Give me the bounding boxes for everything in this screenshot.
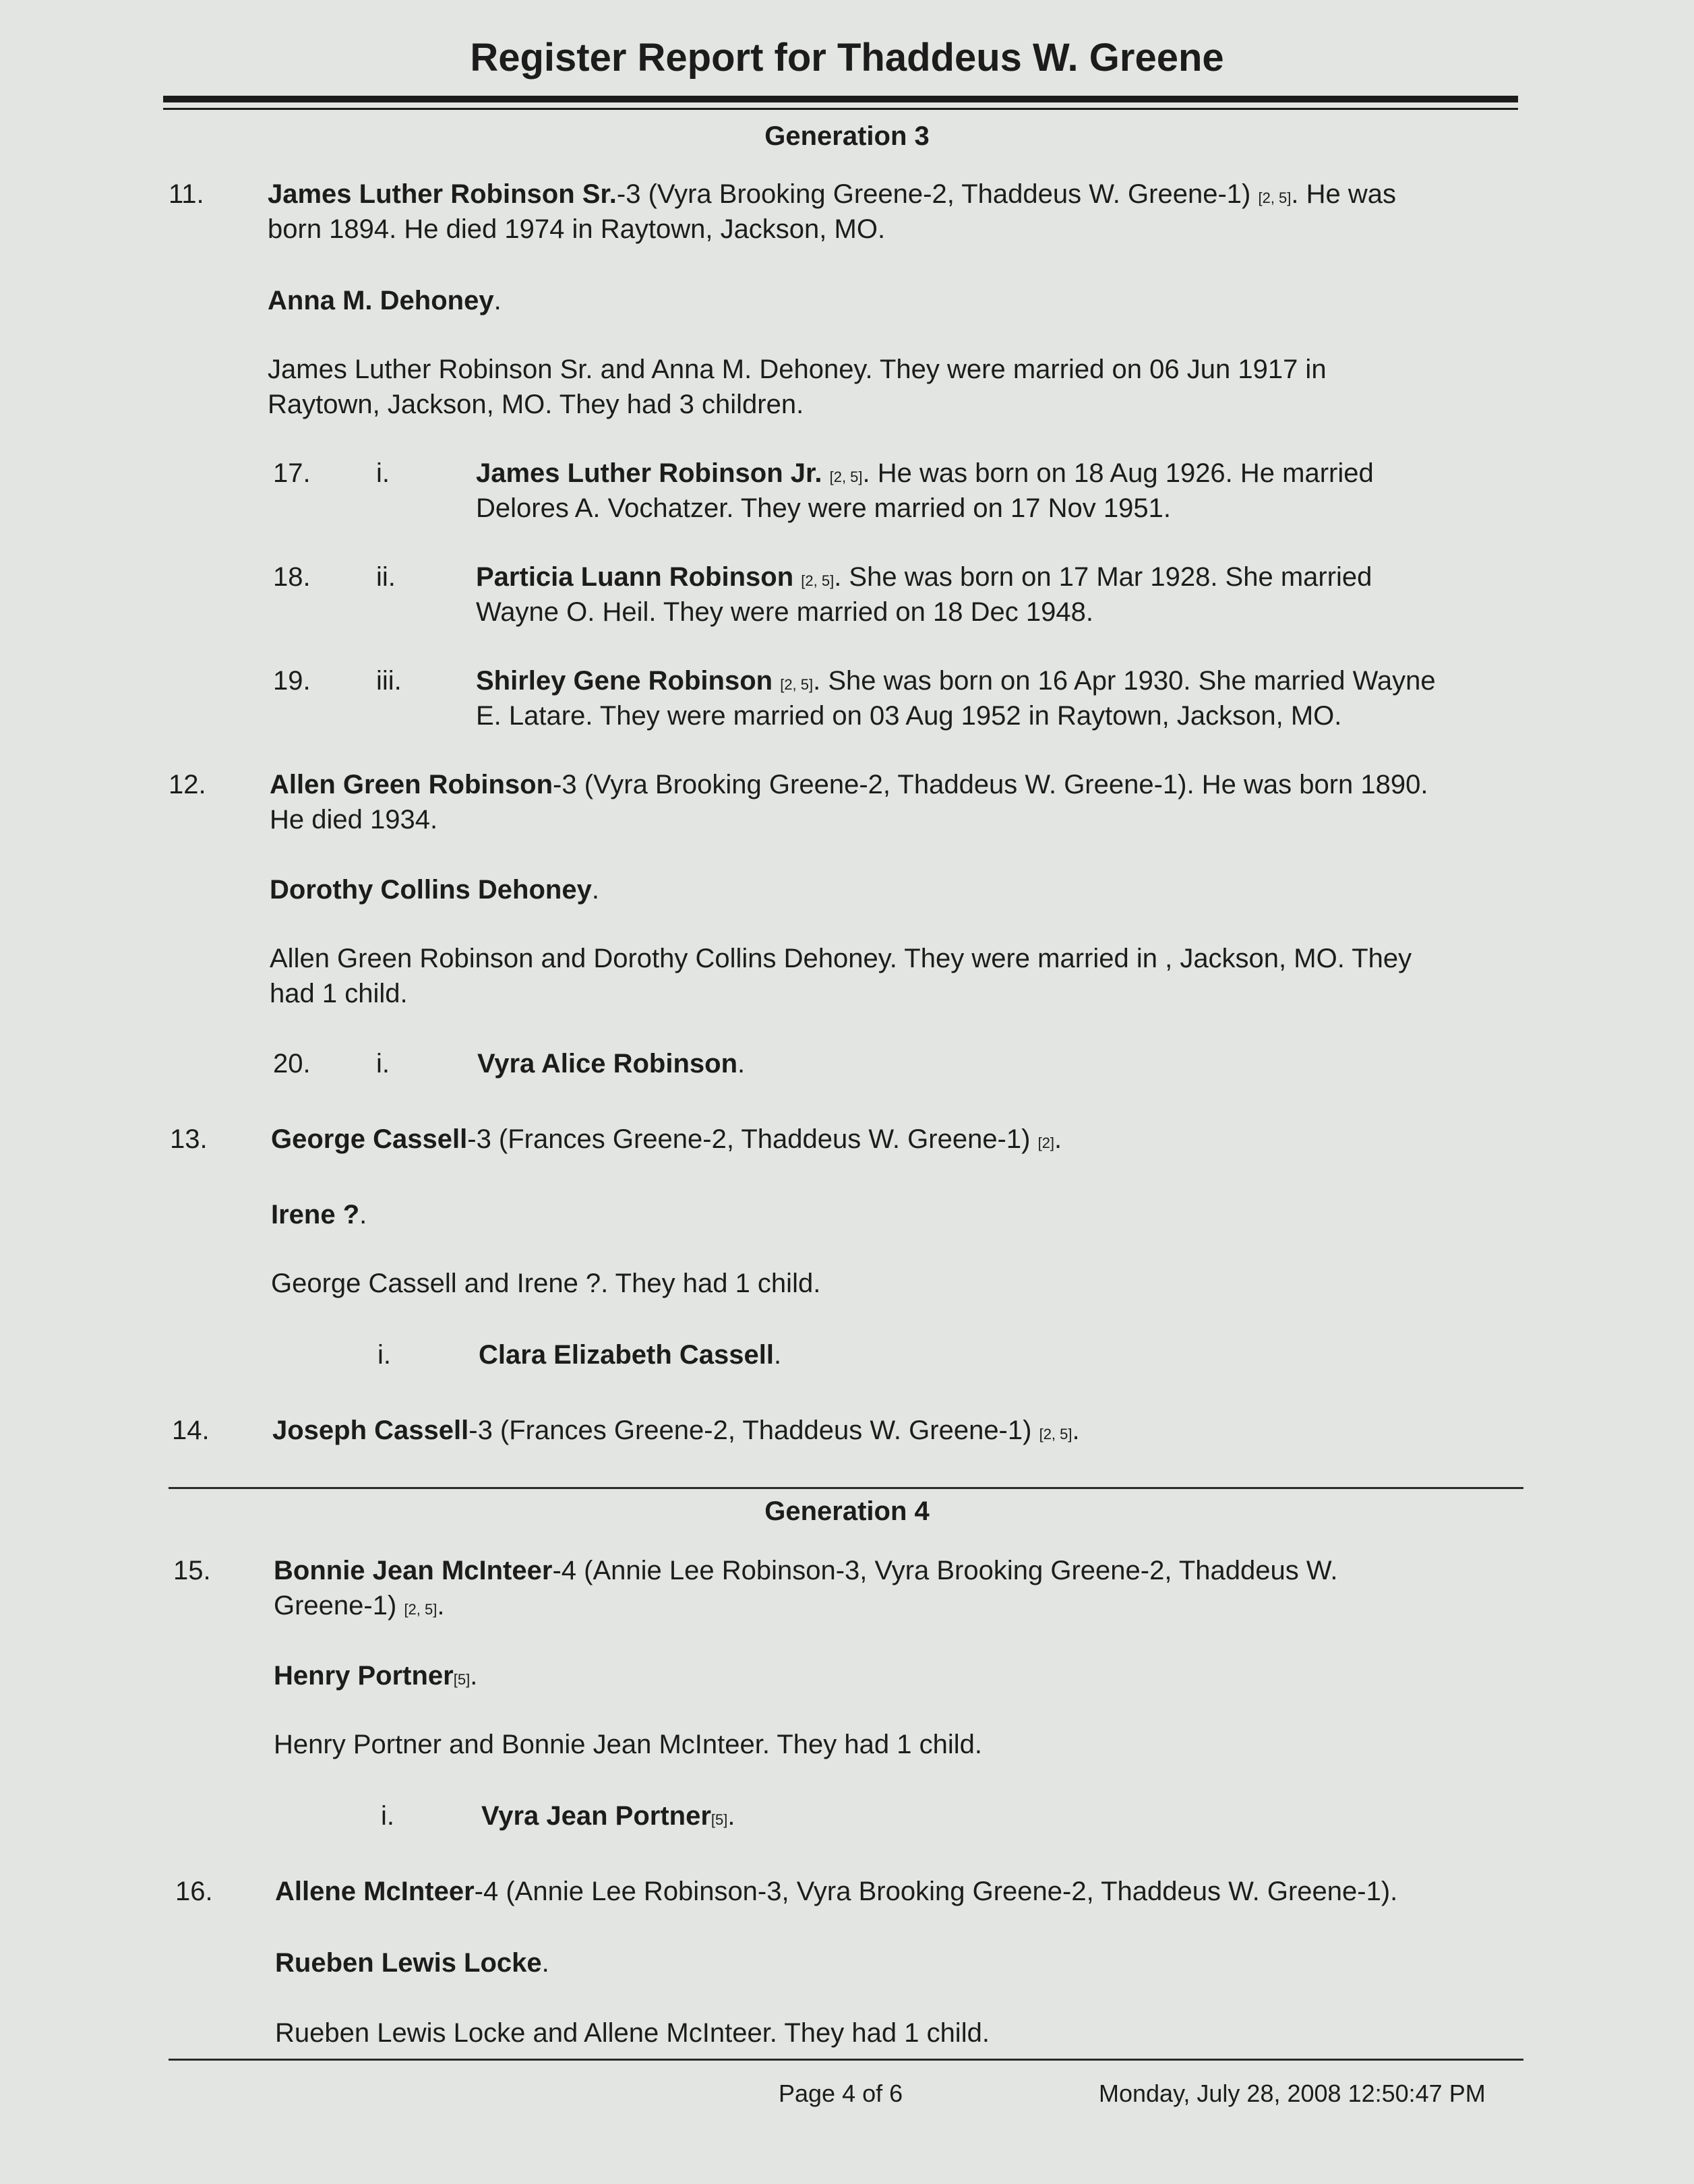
child-name: Shirley Gene Robinson [476,666,773,696]
citation: [2, 5] [1258,189,1292,206]
child-name: James Luther Robinson Jr. [476,458,822,488]
person-name: Allen Green Robinson [270,770,553,799]
person-line: George Cassell-3 (Frances Greene-2, Thaddeus W. Greene-1) [2]. [271,1124,1062,1154]
citation: [2] [1037,1134,1055,1151]
citation: [2, 5] [780,676,814,693]
spouse-name: Rueben Lewis Locke. [275,1948,549,1978]
person-number: 12. [169,770,206,799]
spouse-name: Henry Portner[5]. [274,1661,478,1691]
page-number: Page 4 of 6 [779,2080,903,2107]
person-name: George Cassell [271,1124,468,1154]
person-name: Allene McInteer [275,1877,475,1906]
title-rule-thick [163,96,1518,102]
child-name: Particia Luann Robinson [476,562,794,592]
citation: [5] [710,1811,728,1828]
child-line: James Luther Robinson Jr. [2, 5]. He was born on 18 Aug 1926. He married [476,458,1374,488]
person-name: Joseph Cassell [272,1416,469,1445]
person-name: James Luther Robinson Sr. [268,179,617,209]
citation: [2, 5] [1039,1426,1072,1443]
generation-4-heading: Generation 4 [764,1496,930,1526]
child-roman: i. [381,1801,394,1831]
generation-divider [169,1487,1523,1489]
child-line-2: E. Latare. They were married on 03 Aug 1952 in Raytown, Jackson, MO. [476,701,1342,731]
spouse-name: Dorothy Collins Dehoney. [270,875,599,905]
child-number: 17. [273,458,311,488]
person-line-2: He died 1934. [270,805,438,835]
child-line: Vyra Jean Portner[5]. [481,1801,735,1831]
report-timestamp: Monday, July 28, 2008 12:50:47 PM [1099,2080,1486,2107]
child-line-2: Wayne O. Heil. They were married on 18 Dec 1948. [476,597,1093,627]
person-line: Bonnie Jean McInteer-4 (Annie Lee Robinson-3, Vyra Brooking Greene-2, Thaddeus W. [274,1556,1338,1585]
person-line: Allene McInteer-4 (Annie Lee Robinson-3, Vyra Brooking Greene-2, Thaddeus W. Greene-1). [275,1877,1398,1906]
citation: [5] [453,1671,471,1688]
child-roman: i. [376,458,390,488]
person-line-2: Greene-1) [2, 5]. [274,1591,445,1620]
family-text-1: James Luther Robinson Sr. and Anna M. Dehoney. They were married on 06 Jun 1917 in [268,355,1327,384]
family-text-1: George Cassell and Irene ?. They had 1 child. [271,1269,821,1298]
citation: [2, 5] [829,468,863,485]
family-text-1: Allen Green Robinson and Dorothy Collins Dehoney. They were married in , Jackson, MO. They [270,944,1412,973]
child-line: Vyra Alice Robinson. [477,1049,746,1079]
person-line: James Luther Robinson Sr.-3 (Vyra Brooking Greene-2, Thaddeus W. Greene-1) [2, 5]. He was [268,179,1396,209]
family-text-2: had 1 child. [270,979,408,1008]
title-rule-thin [163,108,1518,110]
person-number: 15. [173,1556,211,1585]
child-line-2: Delores A. Vochatzer. They were married on 17 Nov 1951. [476,493,1171,523]
child-roman: ii. [376,562,396,592]
family-text-2: Raytown, Jackson, MO. They had 3 children. [268,390,804,419]
person-number: 16. [175,1877,213,1906]
child-line: Particia Luann Robinson [2, 5]. She was born on 17 Mar 1928. She married [476,562,1372,592]
child-number: 18. [273,562,311,592]
child-line: Clara Elizabeth Cassell. [479,1340,782,1370]
child-number: 20. [273,1049,311,1079]
family-text-1: Rueben Lewis Locke and Allene McInteer. They had 1 child. [275,2018,990,2048]
person-line-2: born 1894. He died 1974 in Raytown, Jackson, MO. [268,214,886,244]
person-line: Allen Green Robinson-3 (Vyra Brooking Greene-2, Thaddeus W. Greene-1). He was born 1890. [270,770,1428,799]
child-name: Vyra Jean Portner [481,1801,711,1831]
footer-rule [169,2059,1523,2061]
child-roman: iii. [376,666,402,696]
spouse-name: Anna M. Dehoney. [268,286,502,315]
report-title: Register Report for Thaddeus W. Greene [470,36,1224,80]
child-roman: i. [377,1340,391,1370]
family-text-1: Henry Portner and Bonnie Jean McInteer. They had 1 child. [274,1730,982,1759]
person-line: Joseph Cassell-3 (Frances Greene-2, Thaddeus W. Greene-1) [2, 5]. [272,1416,1080,1445]
person-name: Bonnie Jean McInteer [274,1556,553,1585]
person-number: 13. [170,1124,208,1154]
citation: [2, 5] [801,572,835,589]
citation: [2, 5] [404,1601,437,1618]
child-name: Vyra Alice Robinson [477,1049,738,1079]
child-name: Clara Elizabeth Cassell [479,1340,774,1370]
child-line: Shirley Gene Robinson [2, 5]. She was born on 16 Apr 1930. She married Wayne [476,666,1436,696]
spouse-name: Irene ?. [271,1200,367,1230]
child-number: 19. [273,666,311,696]
child-roman: i. [376,1049,390,1079]
person-number: 14. [172,1416,210,1445]
person-number: 11. [169,179,204,209]
generation-3-heading: Generation 3 [764,121,930,151]
